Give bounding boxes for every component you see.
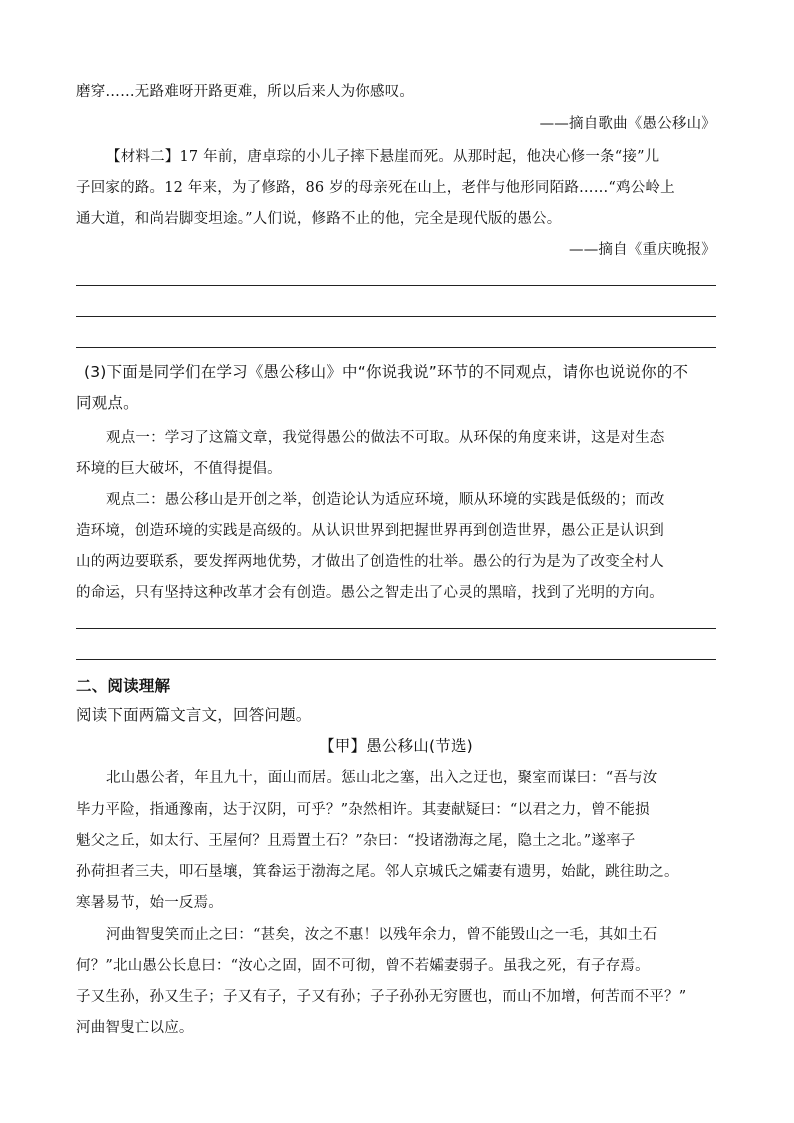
material2-line: 子回家的路。12 年来，为了修路，86 岁的母亲死在山上，老伴与他形同陌路……“鸡公岭上	[76, 180, 675, 196]
material1-source: ——摘自歌曲《愚公移山》	[539, 116, 716, 132]
passage-para1-line: 孙荷担者三夫，叩石垦壤，箕畚运于渤海之尾。邻人京城氏之孀妻有遗男，始龀，跳往助之。	[76, 864, 679, 880]
answer-line[interactable]	[76, 316, 716, 317]
question3-line: (3)下面是同学们在学习《愚公移山》中“你说我说”环节的不同观点，请你也说说你的不	[84, 363, 689, 381]
passage-para2-line: 河曲智叟亡以应。	[76, 1020, 194, 1036]
viewpoint2-line: 观点二：愚公移山是开创之举，创造论认为适应环境，顺从环境的实践是低级的；而改	[106, 492, 665, 508]
material2-line: 通大道，和尚岩脚变坦途。”人们说，修路不止的他，完全是现代版的愚公。	[76, 211, 562, 227]
passage-para1-line: 魁父之丘，如太行、王屋何？且焉置土石？”杂曰：“投诸渤海之尾，隐土之北。”遂率子	[76, 833, 636, 849]
passage-title: 【甲】愚公移山(节选)	[319, 737, 473, 755]
passage-para1-line: 北山愚公者，年且九十，面山而居。惩山北之塞，出入之迂也，聚室而谋曰：“吾与汝	[106, 770, 658, 786]
viewpoint1-line: 观点一：学习了这篇文章，我觉得愚公的做法不可取。从环保的角度来讲，这是对生态	[106, 430, 665, 446]
passage-para1-line: 毕力平险，指通豫南，达于汉阴，可乎？”杂然相许。其妻献疑曰：“以君之力，曾不能损	[76, 802, 650, 818]
answer-line[interactable]	[76, 347, 716, 348]
viewpoint2-line: 的命运，只有坚持这种改革才会有创造。愚公之智走出了心灵的黑暗，找到了光明的方向。	[76, 585, 664, 601]
viewpoint2-line: 山的两边要联系，要发挥两地优势，才做出了创造性的壮举。愚公的行为是为了改变全村人	[76, 554, 664, 570]
material2-source: ——摘自《重庆晚报》	[569, 242, 716, 258]
passage-para2-line: 何？”北山愚公长息曰：“汝心之固，固不可彻，曾不若孀妻弱子。虽我之死，有子存焉。	[76, 958, 650, 974]
viewpoint2-line: 造环境，创造环境的实践是高级的。从认识世界到把握世界再到创造世界，愚公正是认识到	[76, 523, 664, 539]
passage-para2-line: 河曲智叟笑而止之曰：“甚矣，汝之不惠！以残年余力，曾不能毁山之一毛，其如土石	[106, 927, 658, 943]
section-heading: 二、阅读理解	[76, 677, 171, 695]
section-instruction: 阅读下面两篇文言文，回答问题。	[76, 706, 312, 724]
passage-para1-line: 寒暑易节，始一反焉。	[76, 895, 223, 911]
question3-line: 同观点。	[76, 394, 139, 412]
material1-tail-line: 磨穿……无路难呀开路更难，所以后来人为你感叹。	[76, 84, 415, 100]
material2-line: 【材料二】17 年前，唐卓琮的小儿子摔下悬崖而死。从那时起，他决心修一条“接”儿	[106, 149, 660, 165]
viewpoint1-line: 环境的巨大破坏，不值得提倡。	[76, 461, 282, 477]
answer-line[interactable]	[76, 659, 716, 660]
answer-line[interactable]	[76, 285, 716, 286]
passage-para2-line: 子又生孙，孙又生子；子又有子，子又有孙；子子孙孙无穷匮也，而山不加增，何苦而不平？”	[76, 989, 687, 1005]
answer-line[interactable]	[76, 628, 716, 629]
